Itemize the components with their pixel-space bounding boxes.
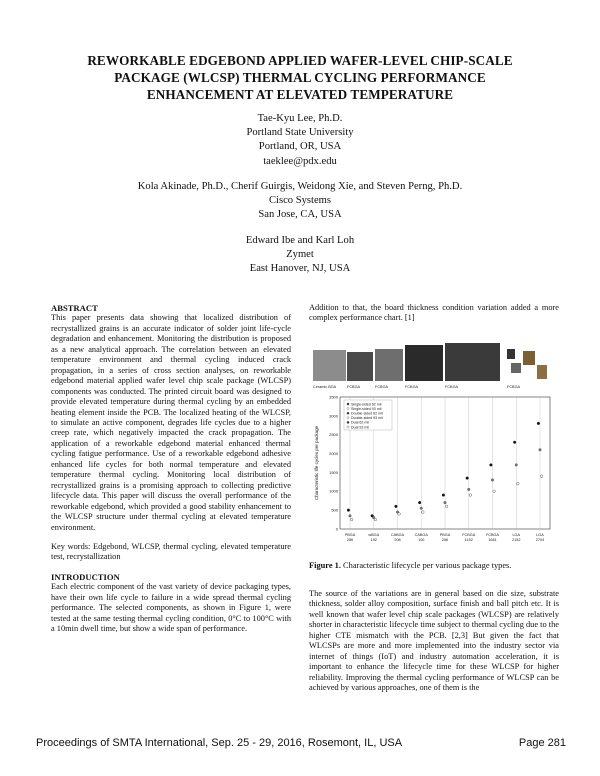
x-tick-label: LGA 2704: [535, 533, 545, 542]
author-name: Edward Ibe and Karl Loh: [245, 235, 355, 246]
author-affiliation: Zymet: [286, 249, 314, 261]
data-point: [349, 515, 352, 518]
data-point: [540, 475, 543, 478]
package-label: FCBGA: [375, 385, 389, 389]
introduction-text: Each electric component of the vast variety of device packaging types, have their own life cycle to failure in a wide spread thermal cycling performance. The selected components, as shown in Figure 1, were tested at the same testing thermal cycling condition, 0°C to 100°C with a 10min dwell time, but show a wide span of performance.: [51, 582, 291, 634]
package-label: FCBGA: [507, 385, 521, 389]
package-photo-3: [375, 349, 403, 381]
data-point: [515, 464, 518, 467]
y-tick-label: 1500: [329, 469, 338, 475]
data-point: [493, 490, 496, 493]
author-location: Portland, OR, USA: [258, 141, 342, 153]
author-location: San Jose, CA, USA: [258, 209, 342, 221]
data-point: [398, 513, 401, 516]
y-tick-label: 0: [335, 526, 338, 532]
package-photo-2: [347, 352, 373, 381]
x-tick-label: FCBGA 1152: [462, 533, 476, 542]
legend-marker: [347, 403, 349, 405]
data-point: [444, 501, 447, 504]
author-block-2: [100, 180, 500, 223]
legend-entry: Dual 93 mil: [351, 425, 369, 430]
author-block-1: [100, 112, 500, 169]
data-point: [350, 518, 353, 521]
y-tick-label: 2500: [329, 432, 338, 438]
right-column-bottom: [309, 589, 559, 694]
y-axis-label: Characteristic life cycles per package: [314, 425, 319, 501]
legend-entry: Single-sided 62 mil: [351, 402, 382, 407]
data-point: [374, 518, 377, 521]
legend-marker: [347, 412, 349, 414]
author-location: East Hanover, NJ, USA: [249, 263, 351, 275]
introduction-heading: INTRODUCTION: [51, 571, 120, 582]
package-photo-9: [537, 365, 547, 379]
data-point: [422, 511, 425, 514]
legend-marker: [347, 408, 349, 410]
x-tick-label: CABGA 100: [414, 533, 428, 542]
x-tick-label: CABGA 208: [390, 533, 405, 542]
data-point: [466, 477, 469, 480]
package-photo-7: [511, 363, 521, 373]
x-tick-label: FCBGA 1681: [485, 533, 500, 542]
legend-entry: Double-sided 93 mil: [351, 416, 383, 421]
data-point: [539, 449, 542, 452]
author-block-3: [100, 234, 500, 277]
data-point: [469, 494, 472, 497]
data-point: [513, 441, 516, 444]
author-affiliation: Portland State University: [246, 127, 354, 139]
legend-marker: [347, 421, 349, 423]
data-point: [418, 501, 421, 504]
package-photo-4: [405, 345, 443, 381]
body-text: Addition to that, the board thickness condition variation added a more complex performance chart. [1]: [309, 303, 559, 323]
author-name: Kola Akinade, Ph.D., Cherif Guirgis, Weidong Xie, and Steven Perng, Ph.D.: [137, 181, 463, 192]
package-label: FCBGA: [347, 385, 361, 389]
data-point: [537, 422, 540, 425]
y-tick-label: 1000: [329, 488, 338, 494]
y-tick-label: 500: [331, 507, 338, 513]
package-photo-8: [523, 351, 535, 365]
x-tick-label: wBGA 192: [368, 533, 380, 542]
legend-marker: [347, 417, 349, 419]
author-name: Tae-Kyu Lee, Ph.D.: [257, 113, 343, 124]
data-point: [467, 488, 470, 491]
x-tick-label: PBGA 256: [344, 533, 356, 542]
left-column: [51, 303, 291, 635]
package-photo-6: [507, 349, 515, 359]
right-column-top: [309, 303, 559, 324]
data-point: [445, 505, 448, 508]
legend-entry: Dual 62 mil: [351, 420, 369, 425]
data-point: [442, 494, 445, 497]
package-photo-5: [445, 343, 500, 381]
data-point: [347, 509, 350, 512]
page-number: Page 281: [518, 737, 566, 749]
data-point: [491, 479, 494, 482]
y-tick-label: 2000: [329, 450, 338, 456]
package-label: Ceramic BGA: [313, 385, 337, 389]
package-label: FCBGA: [445, 385, 459, 389]
y-tick-label: 3000: [329, 413, 338, 419]
legend-entry: Single-sided 93 mil: [351, 406, 382, 411]
paper-title: REWORKABLE EDGEBOND APPLIED WAFER-LEVEL CHIP-SCALE PACKAGE (WLCSP) THERMAL CYCLING PERFORMANCE ENHANCEMENT AT ELEVATED TEMPERATURE: [87, 53, 513, 102]
page-footer: [36, 737, 566, 749]
data-point: [490, 464, 493, 467]
figure-1: [311, 343, 554, 559]
figure-caption: Figure 1. Characteristic lifecycle per various package types.: [309, 561, 512, 570]
abstract-heading: ABSTRACT: [51, 303, 98, 313]
package-photo-1: [313, 350, 346, 381]
author-email[interactable]: taeklee@pdx.edu: [263, 155, 337, 167]
data-point: [517, 482, 520, 485]
y-tick-label: 3500: [329, 394, 338, 400]
data-point: [395, 505, 398, 508]
footer-proceedings: Proceedings of SMTA International, Sep. 25 - 29, 2016, Rosemont, IL, USA: [36, 737, 403, 749]
x-tick-label: PBGA 256: [439, 533, 451, 542]
legend-entry: Double-sided 62 mil: [351, 411, 383, 416]
package-label: FCBGA: [405, 385, 419, 389]
x-tick-label: LGA 2152: [512, 533, 521, 542]
body-text: The source of the variations are in general based on die size, substrate thickness, solder alloy composition, surface finish and ball pitch etc. It is well known that wafer level chip scale packages (WLCSP) are relatively shorter in characteristic lifecycle time subject to thermal cycling due to the higher CTE mismatch with the PCB. [2,3] But given the fact that WLCSPs are more and more implemented into the industry sector via internet of things (IoT) and industry automation acceleration, it is important to enhance the lifecycle time for these WLCSP for higher reliability. Improving the thermal cycling performance of WLCSP can be achieved by various approaches, one of them is the: [309, 589, 559, 693]
author-affiliation: Cisco Systems: [268, 195, 332, 207]
keywords: Key words: Edgebond, WLCSP, thermal cycling, elevated temperature test, recrystallization: [51, 541, 291, 562]
legend-marker: [347, 426, 349, 428]
abstract-text: This paper presents data showing that localized distribution of recrystallized grains is an accurate indicator of solder joint life-cycle degradation and enhancement. Monitoring the distribution is proposed as a new analytical approach. The correlation between an elevated temperature environment and thermal cycling induced crack propagation, in a series of cross section analyses, on reworkable edgebond material applied wafer level chip scale package (WLCSP) components was conducted. The printed circuit board was designed to provide elevated temperature during thermal cycling by an embedded heating element inside the PCB. The localized heating of the WLCSP, to simulate an active component, degrades life cycles due to a higher creep rate, which negatively impacted the crack propagation. The application of a reworkable edgebond material enhanced thermal cycling fatigue performance. Use of a reworkable edgebond adhesive enhanced life cycles for both normal temperature and elevated temperature thermal cycling. Monitoring local distribution of recrystallized grains is a promising approach to collecting predictive lifecycle data. This paper will discuss the overall performance of the reworkable edgebond, which provided a good stability enhancement to the WLCSP structure under thermal cycling at elevated temperature environment.: [51, 313, 291, 532]
data-point: [420, 507, 423, 510]
